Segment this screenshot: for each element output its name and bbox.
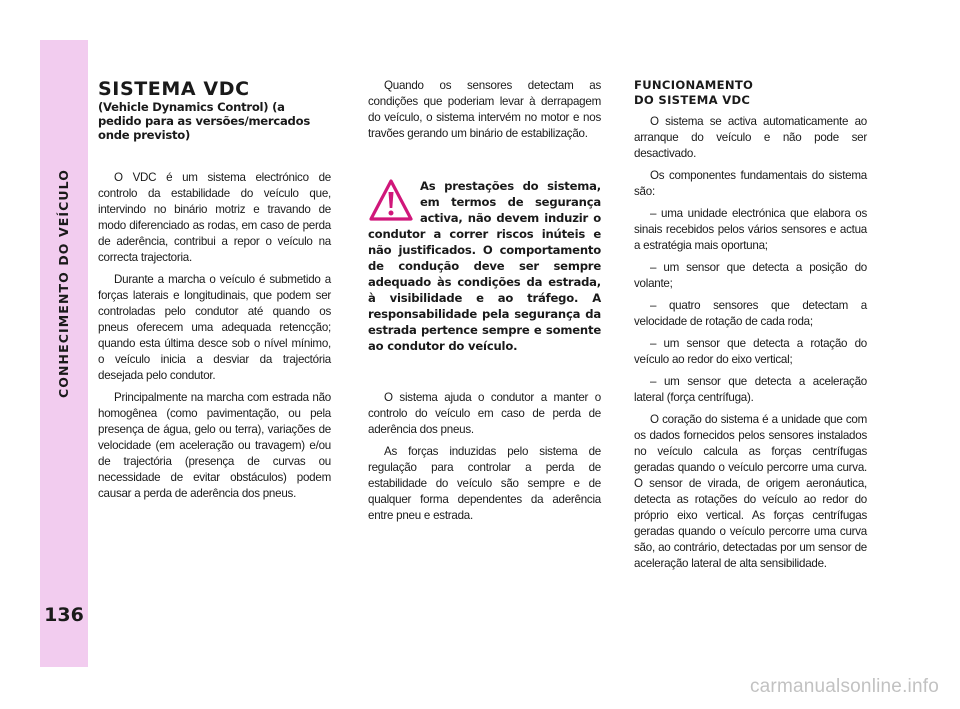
column-1	[98, 78, 331, 508]
sidebar-section-title	[50, 78, 78, 488]
body-paragraph: Quando os sensores detectam as condições que poderiam levar à derrapagem do veículo, o sistema intervém no motor e nos travões gerando um binário de estabilização.	[368, 79, 601, 140]
body-paragraph: Durante a marcha o veículo é submetido a forças laterais e longitudinais, que podem ser controladas pelo condutor até quando os pneus oferecem uma adequada retencção; quando esta última desce sob o nível mínimo, o veículo inicia a desviar da trajectória desejada pelo condutor.	[98, 273, 331, 382]
page-title: SISTEMA VDC	[98, 78, 250, 100]
list-item: – um sensor que detecta a aceleração lateral (força centrífuga).	[634, 375, 867, 404]
column-2	[368, 78, 601, 530]
list-item: – um sensor que detecta a posição do volante;	[634, 261, 867, 290]
page-number: 136	[44, 604, 84, 626]
page-subtitle: (Vehicle Dynamics Control) (a pedido para as versões/mercados onde previsto)	[98, 100, 310, 142]
list-item: – quatro sensores que detectam a velocidade de rotação de cada roda;	[634, 299, 867, 328]
section-heading-line-1: FUNCIONAMENTO	[634, 78, 754, 92]
section-heading-line-2: DO SISTEMA VDC	[634, 93, 751, 107]
body-paragraph: O sistema se activa automaticamente ao arranque do veículo e não pode ser desactivado.	[634, 115, 867, 160]
body-paragraph: O sistema ajuda o condutor a manter o controlo do veículo em caso de perda de aderência dos pneus.	[368, 391, 601, 436]
body-paragraph: Principalmente na marcha com estrada não homogênea (como pavimentação, ou pela presença de água, gelo ou terra), variações de velocidade (em aceleração ou travagem) e/ou de trajectória (presença de curvas ou necessidade de evitar obstáculos) podem causar a perda de aderência dos pneus.	[98, 391, 331, 500]
sidebar-section-title-text: CONHECIMENTO DO VEÍCULO	[56, 168, 72, 398]
body-paragraph: O coração do sistema é a unidade que com os dados fornecidos pelos sensores instalados no veículo calcula as forças centrífugas geradas quando o veículo percorre uma curva. O sensor de virada, de origem aeronáutica, detecta as rotações do veículo ao redor do próprio eixo vertical. As forças centrífugas geradas quando o veículo percorre uma curva são, ao contrário, detectadas por um sensor de aceleração lateral de alta sensibilidade.	[634, 413, 867, 570]
watermark: carmanualsonline.info	[749, 676, 939, 697]
list-item: – uma unidade electrónica que elabora os sinais recebidos pelos vários sensores e actua a estratégia mais oportuna;	[634, 207, 867, 252]
body-paragraph: O VDC é um sistema electrónico de controlo da estabilidade do veículo que, intervindo no binário motriz e travando de modo diferenciado as rodas, em caso de perda de aderência, contribui a repor o veículo na correcta trajectoria.	[98, 171, 331, 264]
safety-warning	[368, 178, 601, 354]
column-3	[634, 78, 867, 578]
body-paragraph: As forças induzidas pelo sistema de regulação para controlar a perda de estabilidade do veículo são sempre e de qualquer forma dependentes da aderência entre pneu e estrada.	[368, 445, 601, 522]
section-heading	[634, 78, 867, 108]
warning-triangle-icon	[368, 178, 414, 222]
body-paragraph: Os componentes fundamentais do sistema são:	[634, 169, 867, 198]
list-item: – um sensor que detecta a rotação do veículo ao redor do eixo vertical;	[634, 337, 867, 366]
warning-text: As prestações do sistema, em termos de segurança activa, não devem induzir o condutor a correr riscos inúteis e não justificados. O comportamento de condução deve ser sempre adequado às condições da estrada, à visibilidade e ao tráfego. A responsabilidade pela segurança da estrada pertence sempre e somente ao condutor do veículo.	[368, 179, 601, 353]
